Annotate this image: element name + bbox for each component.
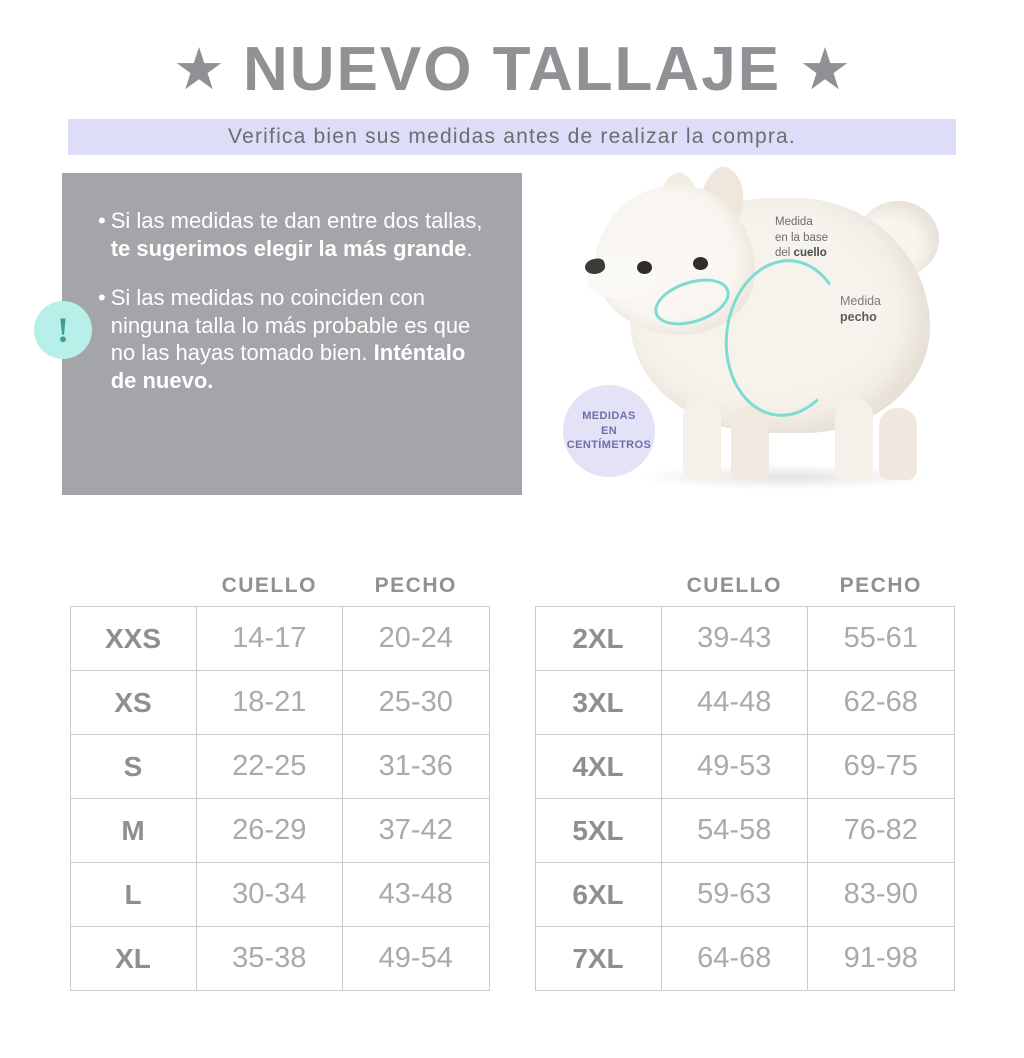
cell-pecho: 55-61 xyxy=(808,607,955,671)
table-row xyxy=(70,671,489,735)
dog-eye xyxy=(637,261,652,274)
cell-pecho: 37-42 xyxy=(343,799,490,863)
cell-cuello: 54-58 xyxy=(661,799,808,863)
dog-eye xyxy=(693,257,708,270)
cell-size: M xyxy=(70,799,196,863)
cell-size: XL xyxy=(70,927,196,991)
page-title: NUEVO TALLAJE xyxy=(242,35,782,104)
subtitle-band xyxy=(68,119,956,155)
cell-cuello: 14-17 xyxy=(196,607,343,671)
tip-item xyxy=(98,284,496,394)
tip-text: Si las medidas no coinciden con ninguna talla lo más probable es que no las hayas tomado bien. Inténtalo de nuevo. xyxy=(110,285,471,393)
size-table-right-wrap xyxy=(535,574,955,991)
table-row xyxy=(535,735,954,799)
table-row xyxy=(535,607,954,671)
cell-pecho: 91-98 xyxy=(808,927,955,991)
cell-size: 5XL xyxy=(535,799,661,863)
cell-size: XXS xyxy=(70,607,196,671)
subtitle-text: Verifica bien sus medidas antes de realizar la compra. xyxy=(228,125,796,148)
column-header-size xyxy=(70,574,196,607)
cell-pecho: 49-54 xyxy=(343,927,490,991)
table-row xyxy=(70,735,489,799)
middle-section xyxy=(0,173,1024,503)
dog-leg xyxy=(731,406,769,480)
tip-text: Si las medidas te dan entre dos tallas, te sugerimos elegir la más grande. xyxy=(110,208,483,261)
column-header-cuello: CUELLO xyxy=(686,574,782,597)
column-header-size xyxy=(535,574,661,607)
cell-pecho: 20-24 xyxy=(343,607,490,671)
cell-size: 3XL xyxy=(535,671,661,735)
table-row xyxy=(70,799,489,863)
table-row xyxy=(70,607,489,671)
cell-cuello: 35-38 xyxy=(196,927,343,991)
table-row xyxy=(535,927,954,991)
page-title-row xyxy=(0,34,1024,105)
cell-pecho: 69-75 xyxy=(808,735,955,799)
dog-leg xyxy=(683,398,721,480)
exclamation-symbol: ! xyxy=(57,310,69,350)
centimeters-badge: MEDIDAS EN CENTÍMETROS xyxy=(563,385,655,477)
bullet-icon: • xyxy=(98,208,106,233)
cell-pecho: 25-30 xyxy=(343,671,490,735)
dog-leg xyxy=(835,398,873,480)
cell-size: 7XL xyxy=(535,927,661,991)
cell-cuello: 22-25 xyxy=(196,735,343,799)
table-row xyxy=(535,863,954,927)
size-tables xyxy=(0,574,1024,991)
tips-box xyxy=(62,173,522,495)
neck-measure-label: Medida en la base del cuello xyxy=(775,216,829,260)
cell-size: L xyxy=(70,863,196,927)
table-header-row xyxy=(70,574,489,607)
size-table-left xyxy=(70,574,490,991)
cell-size: XS xyxy=(70,671,196,735)
cell-cuello: 30-34 xyxy=(196,863,343,927)
cell-cuello: 39-43 xyxy=(661,607,808,671)
cell-size: 2XL xyxy=(535,607,661,671)
cell-cuello: 49-53 xyxy=(661,735,808,799)
cell-cuello: 18-21 xyxy=(196,671,343,735)
table-header-row xyxy=(535,574,954,607)
star-left-icon: ★ xyxy=(172,36,225,102)
column-header-pecho: PECHO xyxy=(839,574,922,597)
table-row xyxy=(535,799,954,863)
column-header-cuello: CUELLO xyxy=(221,574,317,597)
tip-item xyxy=(98,207,496,262)
chest-measure-label: Medida pecho xyxy=(840,294,881,325)
dog-leg xyxy=(879,408,917,480)
bullet-icon: • xyxy=(98,285,106,310)
column-header-pecho: PECHO xyxy=(374,574,457,597)
cell-cuello: 64-68 xyxy=(661,927,808,991)
cell-pecho: 43-48 xyxy=(343,863,490,927)
size-guide-page xyxy=(0,34,1024,1058)
cell-cuello: 44-48 xyxy=(661,671,808,735)
cell-pecho: 62-68 xyxy=(808,671,955,735)
table-row xyxy=(70,863,489,927)
table-row xyxy=(70,927,489,991)
size-table-left-wrap xyxy=(70,574,490,991)
cell-pecho: 31-36 xyxy=(343,735,490,799)
dog-illustration xyxy=(535,163,1000,508)
cell-pecho: 83-90 xyxy=(808,863,955,927)
cell-cuello: 59-63 xyxy=(661,863,808,927)
star-right-icon: ★ xyxy=(799,36,852,102)
cell-size: S xyxy=(70,735,196,799)
cell-size: 6XL xyxy=(535,863,661,927)
cell-size: 4XL xyxy=(535,735,661,799)
size-table-right xyxy=(535,574,955,991)
cell-cuello: 26-29 xyxy=(196,799,343,863)
exclamation-icon xyxy=(34,301,92,359)
table-row xyxy=(535,671,954,735)
cell-pecho: 76-82 xyxy=(808,799,955,863)
